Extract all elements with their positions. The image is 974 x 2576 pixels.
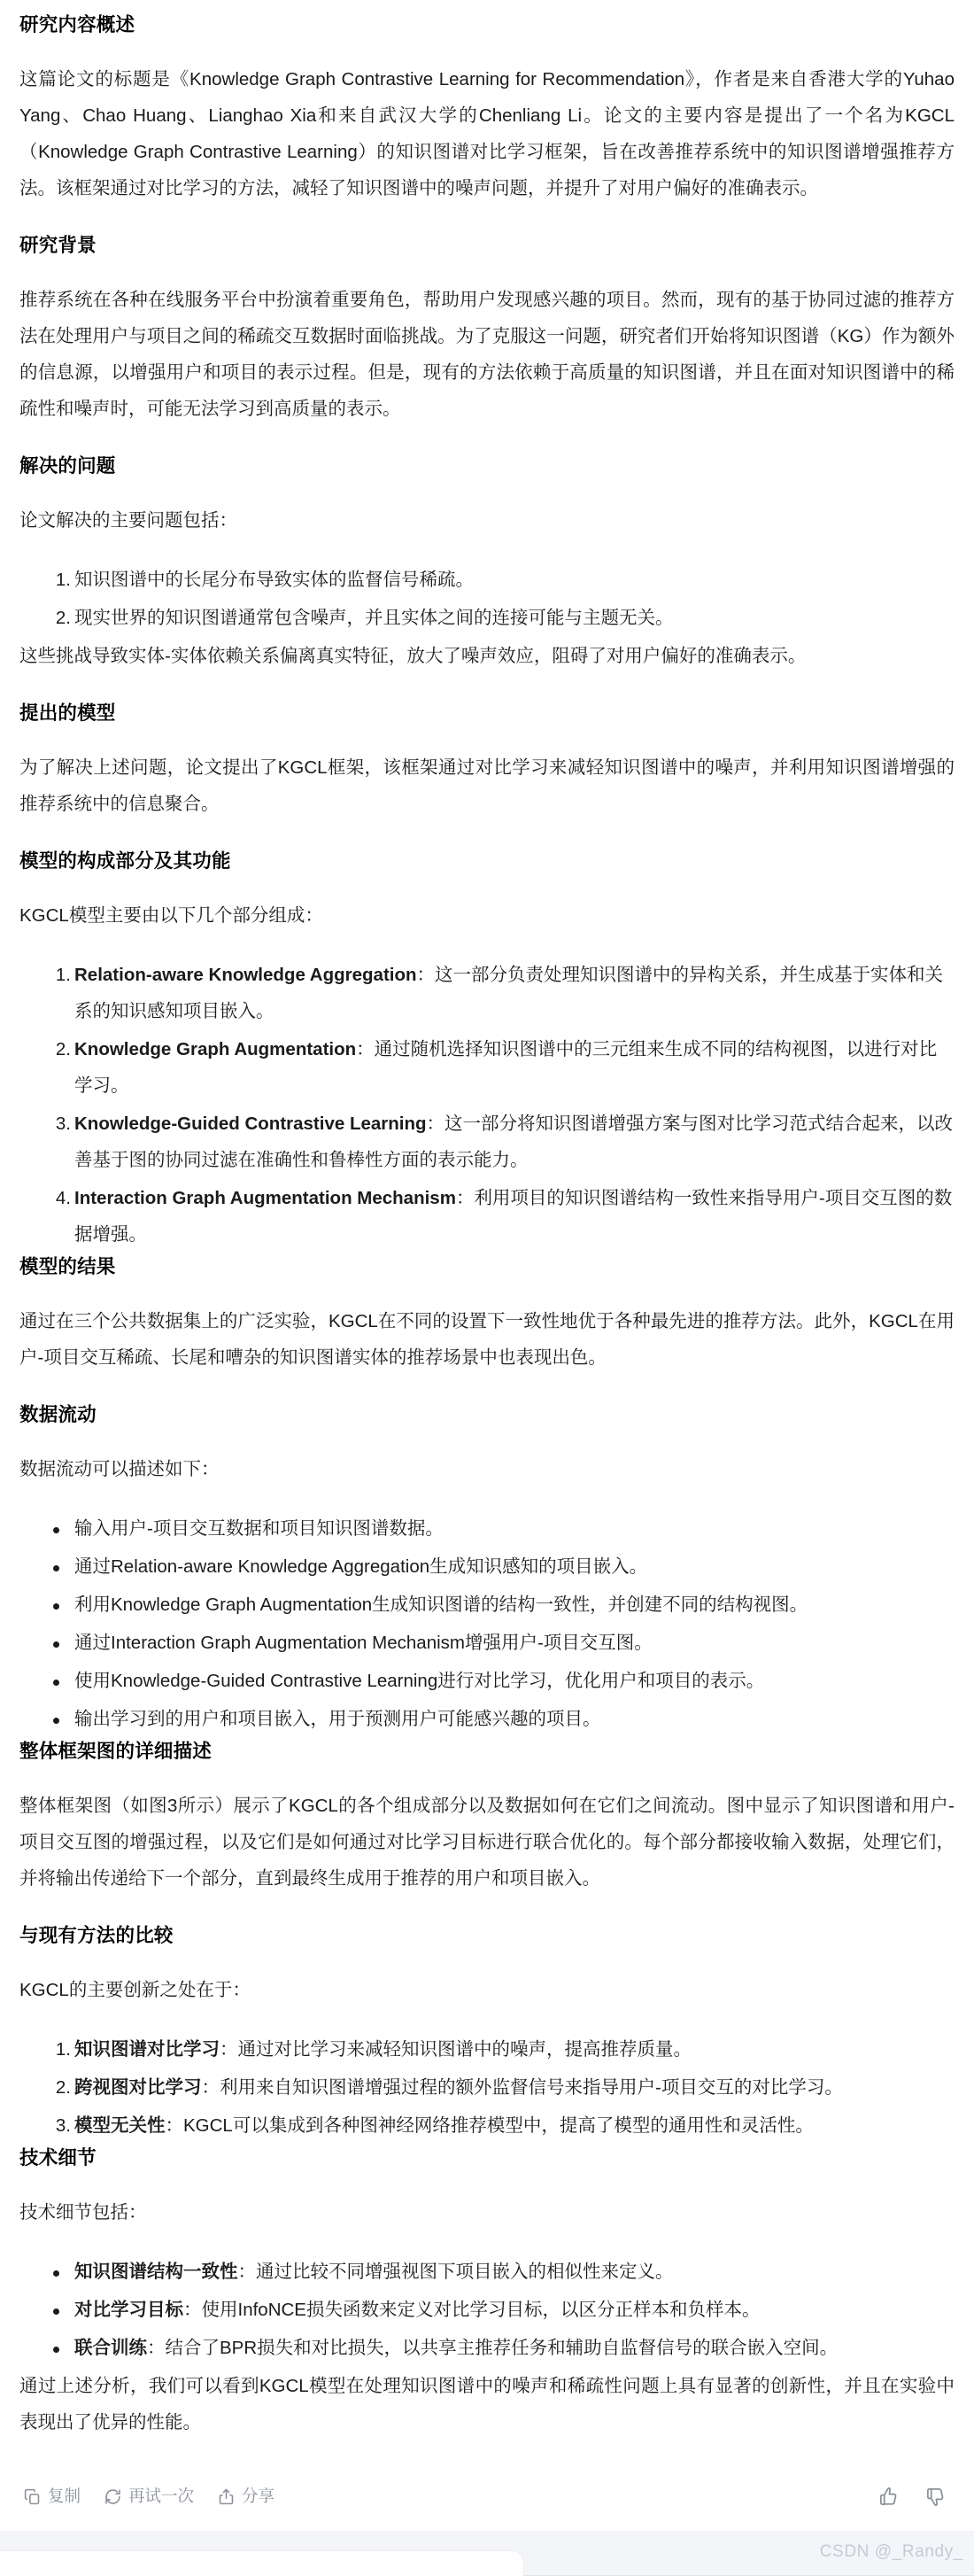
csdn-watermark: CSDN @_Randy_ <box>819 2542 963 2561</box>
list-item-term: 知识图谱对比学习 <box>74 2039 220 2060</box>
paragraph: 这些挑战导致实体-实体依赖关系偏离真实特征，放大了噪声效应，阻碍了对用户偏好的准确表示。 <box>19 646 807 667</box>
list-item <box>19 1180 955 1253</box>
paragraph: 通过上述分析，我们可以看到KGCL模型在处理知识图谱中的噪声和稀疏性问题上具有显著的创新性，并且在实验中表现出了优异的性能。 <box>19 2376 955 2433</box>
like-button[interactable] <box>877 2487 901 2507</box>
section-proposed-model-heading-block <box>19 701 955 726</box>
retry-button-label: 再试一次 <box>128 2487 195 2506</box>
section-components-heading-block <box>19 849 955 874</box>
section-proposed-model-body <box>19 749 955 822</box>
list-item-separator: ： <box>147 2338 166 2359</box>
list-item-text: 利用来自知识图谱增强过程的额外监督信号来指导用户-项目交互的对比学习。 <box>220 2077 843 2099</box>
bullet-dot-icon <box>53 1527 59 1533</box>
section-comparison-heading-block <box>19 1923 955 1949</box>
list-item-text: 这一部分负责处理知识图谱中的异构关系，并生成基于实体和关系的知识感知项目嵌入。 <box>74 965 944 1022</box>
section-heading-framework: 整体框架图的详细描述 <box>19 1741 213 1763</box>
section-technical-outro <box>19 2368 955 2440</box>
section-heading-technical: 技术细节 <box>19 2147 97 2169</box>
bullet-dot-icon <box>53 2347 59 2353</box>
bottom-bar <box>0 2530 974 2576</box>
list-item-text: 知识图谱中的长尾分布导致实体的监督信号稀疏。 <box>74 570 474 591</box>
list-item-term: Interaction Graph Augmentation Mechanism <box>74 1188 456 1209</box>
copy-icon <box>23 2487 42 2506</box>
list-item <box>19 1625 955 1661</box>
list-item-term: 对比学习目标 <box>74 2300 183 2321</box>
list-item <box>19 1510 955 1547</box>
list-marker: 1. <box>55 2039 71 2060</box>
list-item <box>19 2254 955 2290</box>
list-item <box>19 1587 955 1623</box>
section-heading-proposed-model: 提出的模型 <box>19 702 116 725</box>
section-background-heading-block <box>19 233 955 259</box>
paragraph: KGCL模型主要由以下几个部分组成： <box>19 905 323 927</box>
section-problems-heading-block <box>19 454 955 479</box>
list-item-separator: ： <box>356 1039 375 1060</box>
list-item-text: 通过Relation-aware Knowledge Aggregation生成知识感知的项目嵌入。 <box>74 1556 648 1578</box>
section-heading-background: 研究背景 <box>19 235 97 257</box>
section-comparison-intro <box>19 1972 955 2008</box>
list-marker: 3. <box>55 1113 71 1135</box>
list-item <box>19 2031 955 2068</box>
section-heading-problems: 解决的问题 <box>19 455 116 477</box>
list-marker: 3. <box>55 2115 71 2137</box>
bullet-dot-icon <box>53 1603 59 1610</box>
list-item-separator: ： <box>183 2300 202 2321</box>
list-item-text: 通过随机选择知识图谱中的三元组来生成不同的结构视图，以进行对比学习。 <box>74 1039 938 1097</box>
list-item <box>19 600 955 636</box>
refresh-icon <box>104 2487 122 2506</box>
copy-button-label: 复制 <box>48 2487 81 2506</box>
paragraph: 数据流动可以描述如下： <box>19 1459 220 1480</box>
list-item-separator: ： <box>416 965 436 986</box>
bullet-dot-icon <box>53 1718 59 1724</box>
list-item-term: Knowledge-Guided Contrastive Learning <box>74 1113 427 1135</box>
list-item-separator: ： <box>165 2115 183 2137</box>
list-item-term: Relation-aware Knowledge Aggregation <box>74 965 417 986</box>
bullet-dot-icon <box>53 1641 59 1648</box>
list-item-text: KGCL可以集成到各种图神经网络推荐模型中，提高了模型的通用性和灵活性。 <box>183 2115 814 2137</box>
retry-button[interactable] <box>104 2487 194 2506</box>
list-item-separator: ： <box>201 2077 220 2099</box>
list-item <box>19 2292 955 2328</box>
list-item-text: 结合了BPR损失和对比损失，以共享主推荐任务和辅助自监督信号的联合嵌入空间。 <box>165 2338 839 2359</box>
section-problems-outro <box>19 638 955 674</box>
list-item-text: 通过Interaction Graph Augmentation Mechanism增强用户-项目交互图。 <box>74 1633 653 1654</box>
list-marker: 1. <box>55 965 71 986</box>
paragraph: 技术细节包括： <box>19 2202 147 2223</box>
share-button[interactable] <box>217 2487 274 2506</box>
list-item <box>19 2107 955 2144</box>
list-item <box>19 1663 955 1699</box>
list-marker: 1. <box>55 570 71 591</box>
section-overview-heading-block <box>19 12 955 38</box>
section-technical-intro <box>19 2194 955 2231</box>
list-item-term: Knowledge Graph Augmentation <box>74 1039 357 1060</box>
bullet-dot-icon <box>53 1680 59 1686</box>
list-marker: 2. <box>55 1039 71 1060</box>
bullet-dot-icon <box>53 2270 59 2277</box>
list-item <box>19 1106 955 1178</box>
message-action-toolbar <box>0 2467 974 2507</box>
list-item-text: 利用项目的知识图谱结构一致性来指导用户-项目交互图的数据增强。 <box>74 1188 953 1245</box>
list-item-text: 输入用户-项目交互数据和项目知识图谱数据。 <box>74 1518 444 1540</box>
composer-input-stub[interactable] <box>0 2550 524 2576</box>
bullet-dot-icon <box>53 1565 59 1571</box>
toolbar-left-group <box>23 2487 274 2506</box>
toolbar-right-group <box>877 2487 947 2507</box>
list-item <box>19 957 955 1029</box>
section-framework-body <box>19 1788 955 1897</box>
paragraph: 为了解决上述问题，论文提出了KGCL框架，该框架通过对比学习来减轻知识图谱中的噪声，并利用知识图谱增强的推荐系统中的信息聚合。 <box>19 757 955 815</box>
dataflow-list <box>19 1510 955 1737</box>
list-marker: 2. <box>55 2077 71 2099</box>
section-heading-results: 模型的结果 <box>19 1256 116 1278</box>
section-dataflow-intro <box>19 1451 955 1487</box>
section-heading-components: 模型的构成部分及其功能 <box>19 850 231 873</box>
list-item-separator: ： <box>455 1188 475 1209</box>
problems-list <box>19 562 955 636</box>
list-item-text: 通过对比学习来减轻知识图谱中的噪声，提高推荐质量。 <box>237 2039 692 2060</box>
share-button-label: 分享 <box>242 2487 275 2506</box>
list-item-term: 模型无关性 <box>74 2115 166 2137</box>
dislike-button[interactable] <box>924 2487 947 2507</box>
list-item-text: 现实世界的知识图谱通常包含噪声，并且实体之间的连接可能与主题无关。 <box>74 608 674 629</box>
thumbs-down-icon <box>925 2487 946 2507</box>
section-results-body <box>19 1303 955 1376</box>
list-item <box>19 2069 955 2106</box>
list-item-term: 知识图谱结构一致性 <box>74 2262 238 2283</box>
list-item-text: 使用Knowledge-Guided Contrastive Learning进行对比学习，优化用户和项目的表示。 <box>74 1671 765 1692</box>
list-marker: 4. <box>55 1188 71 1209</box>
list-marker: 2. <box>55 608 71 629</box>
list-item <box>19 1701 955 1737</box>
list-item-text: 输出学习到的用户和项目嵌入，用于预测用户可能感兴趣的项目。 <box>74 1709 601 1730</box>
list-item-separator: ： <box>426 1113 445 1135</box>
section-background-body <box>19 282 955 427</box>
section-heading-overview: 研究内容概述 <box>19 14 135 35</box>
section-results-heading-block <box>19 1254 955 1280</box>
list-item-separator: ： <box>220 2039 238 2060</box>
list-item-term: 联合训练 <box>74 2338 147 2359</box>
comparison-list <box>19 2031 955 2144</box>
section-overview-body <box>19 61 955 206</box>
list-item-text: 使用InfoNCE损失函数来定义对比学习目标，以区分正样本和负样本。 <box>201 2300 761 2321</box>
list-item <box>19 1031 955 1104</box>
list-item <box>19 1548 955 1585</box>
paragraph: 整体框架图（如图3所示）展示了KGCL的各个组成部分以及数据如何在它们之间流动。图中显示了知识图谱和用户-项目交互图的增强过程，以及它们是如何通过对比学习目标进行联合优化的。每个部分都接收输入数据，处理它们，并将输出传递给下一个部分，直到最终生成用于推荐的用户和项目嵌入。 <box>19 1796 955 1889</box>
paragraph: 通过在三个公共数据集上的广泛实验，KGCL在不同的设置下一致性地优于各种最先进的推荐方法。此外，KGCL在用户-项目交互稀疏、长尾和嘈杂的知识图谱实体的推荐场景中也表现出色。 <box>19 1311 955 1369</box>
list-item <box>19 562 955 598</box>
list-item-text: 这一部分将知识图谱增强方案与图对比学习范式结合起来，以改善基于图的协同过滤在准确性和鲁棒性方面的表示能力。 <box>74 1113 954 1171</box>
thumbs-up-icon <box>878 2487 899 2507</box>
paragraph: 推荐系统在各种在线服务平台中扮演着重要角色，帮助用户发现感兴趣的项目。然而，现有的基于协同过滤的推荐方法在处理用户与项目之间的稀疏交互数据时面临挑战。为了克服这一问题，研究者们开始将知识图谱（KG）作为额外的信息源，以增强用户和项目的表示过程。但是，现有的方法依赖于高质量的知识图谱，并且在面对知识图谱中的稀疏性和噪声时，可能无法学习到高质量的表示。 <box>19 290 955 420</box>
list-item <box>19 2330 955 2366</box>
list-item-text: 利用Knowledge Graph Augmentation生成知识图谱的结构一致性，并创建不同的结构视图。 <box>74 1594 808 1616</box>
section-framework-heading-block <box>19 1739 955 1765</box>
paragraph: 论文解决的主要问题包括： <box>19 510 237 531</box>
paragraph: KGCL的主要创新之处在于： <box>19 1980 251 2001</box>
bullet-dot-icon <box>53 2308 59 2315</box>
list-item-term: 跨视图对比学习 <box>74 2077 202 2099</box>
share-icon <box>217 2487 236 2506</box>
section-heading-dataflow: 数据流动 <box>19 1404 97 1426</box>
technical-list <box>19 2254 955 2366</box>
section-technical-heading-block <box>19 2145 955 2171</box>
components-list <box>19 957 955 1253</box>
section-heading-comparison: 与现有方法的比较 <box>19 1925 174 1947</box>
section-problems-intro <box>19 502 955 539</box>
list-item-text: 通过比较不同增强视图下项目嵌入的相似性来定义。 <box>256 2262 674 2283</box>
section-dataflow-heading-block <box>19 1402 955 1428</box>
section-components-intro <box>19 897 955 934</box>
copy-button[interactable] <box>23 2487 81 2506</box>
list-item-separator: ： <box>237 2262 256 2283</box>
paragraph: 这篇论文的标题是《Knowledge Graph Contrastive Learning for Recommendation》，作者是来自香港大学的Yuhao Yang、Chao Huang、Lianghao Xia和来自武汉大学的Chenliang Li。论文的主要内容是提出了一个名为KGCL（Knowledge Graph Contrastive Learning）的知识图谱对比学习框架，旨在改善推荐系统中的知识图谱增强推荐方法。该框架通过对比学习的方法，减轻了知识图谱中的噪声问题，并提升了对用户偏好的准确表示。 <box>19 69 955 199</box>
